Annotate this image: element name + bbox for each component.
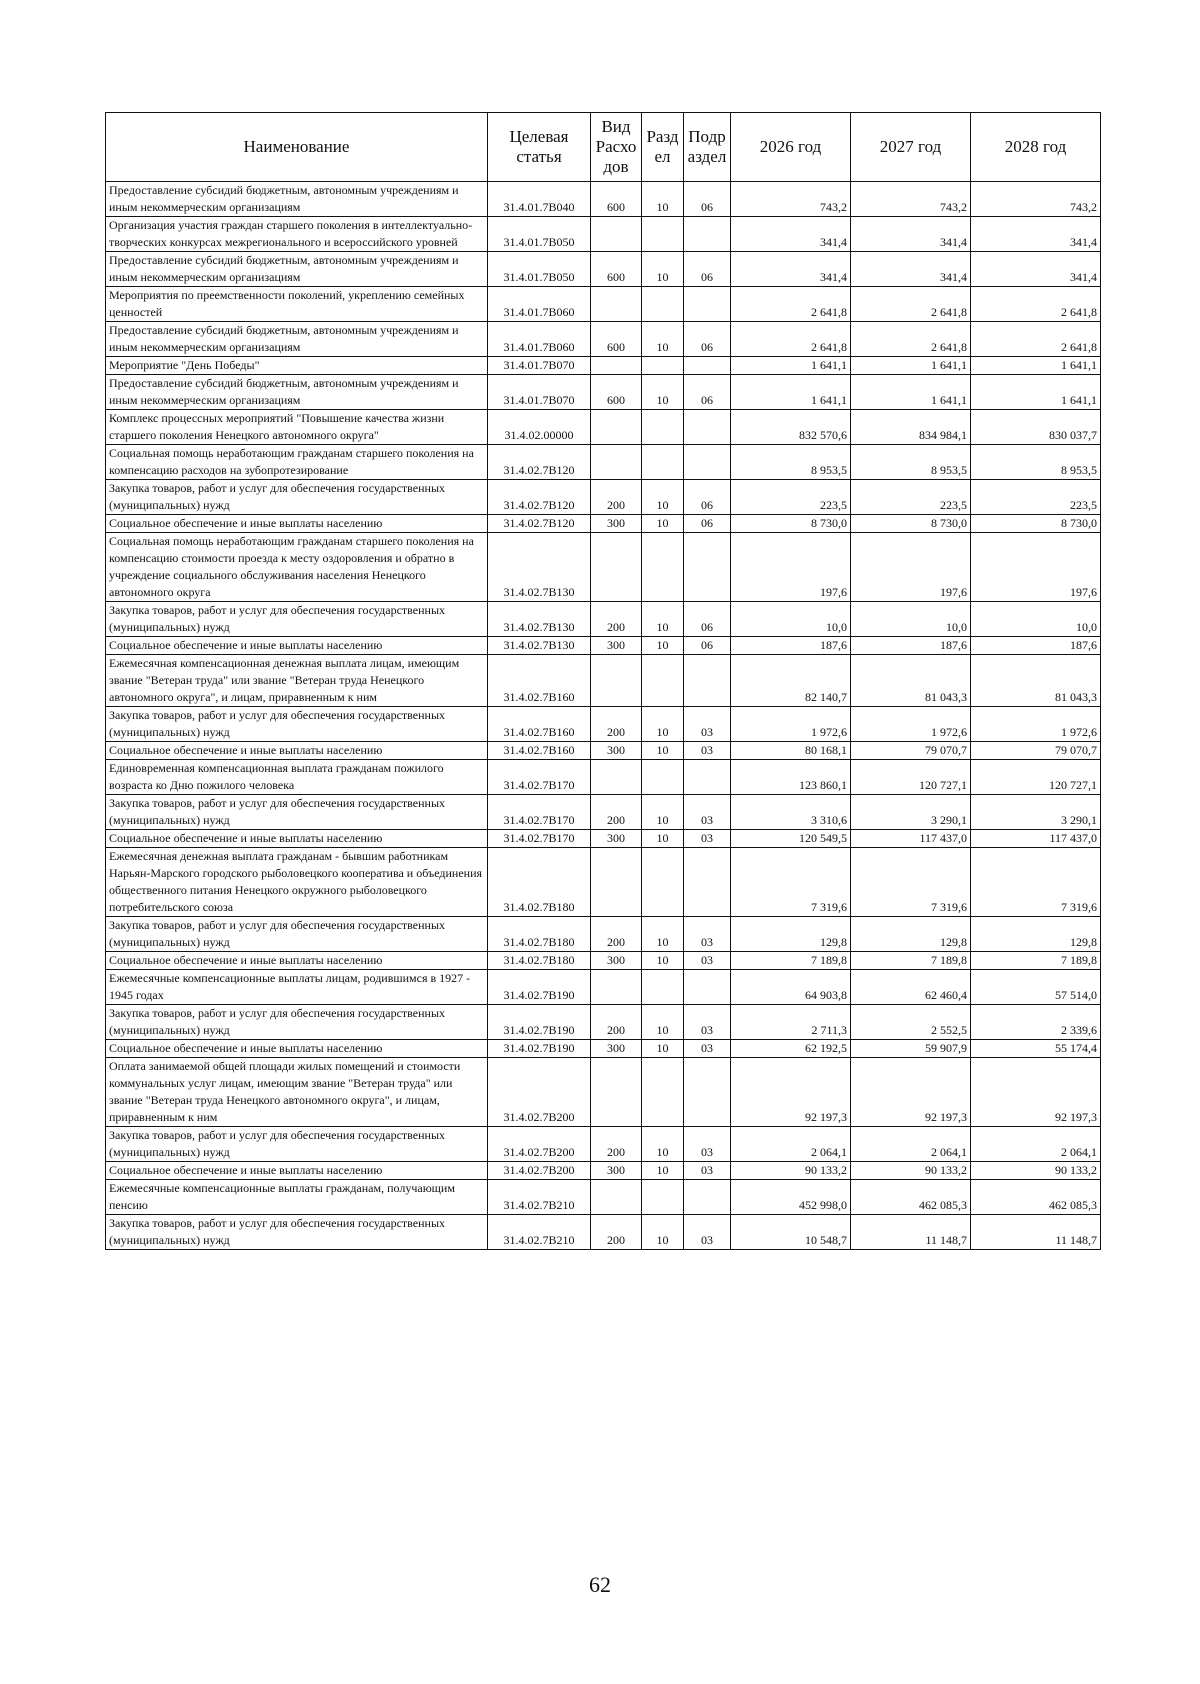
- cell-section: [642, 655, 684, 707]
- cell-target-article: 31.4.01.7В070: [488, 357, 591, 375]
- cell-amount-2027: 462 085,3: [851, 1180, 971, 1215]
- cell-amount-2027: 1 972,6: [851, 707, 971, 742]
- cell-amount-2026: 223,5: [731, 480, 851, 515]
- cell-amount-2027: 11 148,7: [851, 1215, 971, 1250]
- cell-target-article: 31.4.02.00000: [488, 410, 591, 445]
- cell-target-article: 31.4.02.7В170: [488, 760, 591, 795]
- cell-subsection: [684, 287, 731, 322]
- cell-amount-2026: 92 197,3: [731, 1058, 851, 1127]
- budget-table: [105, 112, 1101, 1250]
- cell-expense-type: [591, 533, 642, 602]
- cell-amount-2028: 81 043,3: [971, 655, 1101, 707]
- cell-section: [642, 1058, 684, 1127]
- cell-amount-2026: 120 549,5: [731, 830, 851, 848]
- cell-section: [642, 410, 684, 445]
- table-row: [106, 1215, 1101, 1250]
- cell-expense-type: 300: [591, 742, 642, 760]
- cell-expense-type: 200: [591, 602, 642, 637]
- cell-target-article: 31.4.01.7В050: [488, 252, 591, 287]
- cell-expense-type: [591, 1180, 642, 1215]
- cell-subsection: 03: [684, 742, 731, 760]
- table-row: [106, 357, 1101, 375]
- cell-amount-2027: 197,6: [851, 533, 971, 602]
- cell-amount-2026: 82 140,7: [731, 655, 851, 707]
- cell-subsection: 06: [684, 182, 731, 217]
- cell-name: Закупка товаров, работ и услуг для обеспечения государственных (муниципальных) нужд: [106, 1127, 488, 1162]
- cell-target-article: 31.4.02.7В200: [488, 1162, 591, 1180]
- cell-section: 10: [642, 917, 684, 952]
- cell-subsection: [684, 760, 731, 795]
- cell-subsection: [684, 655, 731, 707]
- cell-amount-2027: 7 319,6: [851, 848, 971, 917]
- cell-amount-2028: 90 133,2: [971, 1162, 1101, 1180]
- cell-name: Социальная помощь неработающим гражданам старшего поколения на компенсацию расходов на зубопротезирование: [106, 445, 488, 480]
- cell-amount-2026: 7 189,8: [731, 952, 851, 970]
- cell-subsection: 03: [684, 1215, 731, 1250]
- cell-name: Социальная помощь неработающим гражданам старшего поколения на компенсацию стоимости проезда к месту оздоровления и обратно в учреждение социального обслуживания населения Ненецкого автономного округа: [106, 533, 488, 602]
- cell-amount-2027: 8 953,5: [851, 445, 971, 480]
- cell-amount-2027: 223,5: [851, 480, 971, 515]
- table-row: [106, 252, 1101, 287]
- cell-name: Социальное обеспечение и иные выплаты населению: [106, 637, 488, 655]
- cell-amount-2026: 3 310,6: [731, 795, 851, 830]
- cell-expense-type: [591, 410, 642, 445]
- cell-name: Закупка товаров, работ и услуг для обеспечения государственных (муниципальных) нужд: [106, 602, 488, 637]
- cell-target-article: 31.4.02.7В120: [488, 515, 591, 533]
- cell-section: 10: [642, 830, 684, 848]
- cell-section: 10: [642, 1215, 684, 1250]
- table-row: [106, 322, 1101, 357]
- cell-amount-2028: 462 085,3: [971, 1180, 1101, 1215]
- table-body: [106, 182, 1101, 1250]
- cell-name: Предоставление субсидий бюджетным, автономным учреждениям и иным некоммерческим организациям: [106, 322, 488, 357]
- cell-amount-2028: 129,8: [971, 917, 1101, 952]
- cell-target-article: 31.4.02.7В160: [488, 655, 591, 707]
- table-row: [106, 848, 1101, 917]
- cell-amount-2027: 2 552,5: [851, 1005, 971, 1040]
- cell-section: 10: [642, 795, 684, 830]
- cell-section: [642, 445, 684, 480]
- cell-expense-type: 200: [591, 1215, 642, 1250]
- cell-amount-2026: 2 641,8: [731, 287, 851, 322]
- cell-expense-type: 300: [591, 952, 642, 970]
- cell-expense-type: 200: [591, 1127, 642, 1162]
- cell-expense-type: 600: [591, 322, 642, 357]
- cell-amount-2027: 1 641,1: [851, 357, 971, 375]
- cell-target-article: 31.4.02.7В190: [488, 1040, 591, 1058]
- cell-amount-2027: 92 197,3: [851, 1058, 971, 1127]
- cell-target-article: 31.4.02.7В190: [488, 1005, 591, 1040]
- cell-amount-2026: 64 903,8: [731, 970, 851, 1005]
- table-row: [106, 1058, 1101, 1127]
- cell-amount-2028: 187,6: [971, 637, 1101, 655]
- cell-subsection: 03: [684, 1040, 731, 1058]
- cell-target-article: 31.4.02.7В120: [488, 480, 591, 515]
- cell-amount-2027: 10,0: [851, 602, 971, 637]
- cell-amount-2028: 7 319,6: [971, 848, 1101, 917]
- cell-target-article: 31.4.02.7В170: [488, 795, 591, 830]
- cell-section: 10: [642, 952, 684, 970]
- cell-target-article: 31.4.02.7В130: [488, 637, 591, 655]
- cell-amount-2027: 2 641,8: [851, 322, 971, 357]
- cell-target-article: 31.4.01.7В060: [488, 287, 591, 322]
- cell-expense-type: 200: [591, 1005, 642, 1040]
- cell-target-article: 31.4.02.7В180: [488, 917, 591, 952]
- cell-name: Социальное обеспечение и иные выплаты населению: [106, 830, 488, 848]
- table-row: [106, 637, 1101, 655]
- cell-amount-2027: 81 043,3: [851, 655, 971, 707]
- cell-name: Оплата занимаемой общей площади жилых помещений и стоимости коммунальных услуг лицам, имеющим звание "Ветеран труда" или звание "Ветеран труда Ненецкого автономного округа", и лицам, приравненным к ним: [106, 1058, 488, 1127]
- cell-target-article: 31.4.02.7В210: [488, 1215, 591, 1250]
- cell-expense-type: [591, 655, 642, 707]
- cell-target-article: 31.4.02.7В160: [488, 707, 591, 742]
- cell-expense-type: 200: [591, 480, 642, 515]
- table-row: [106, 917, 1101, 952]
- header-target-article: Целевая статья: [488, 113, 591, 182]
- cell-expense-type: 300: [591, 637, 642, 655]
- cell-target-article: 31.4.01.7В060: [488, 322, 591, 357]
- cell-target-article: 31.4.02.7В200: [488, 1127, 591, 1162]
- cell-expense-type: 300: [591, 515, 642, 533]
- cell-amount-2028: 92 197,3: [971, 1058, 1101, 1127]
- cell-name: Закупка товаров, работ и услуг для обеспечения государственных (муниципальных) нужд: [106, 707, 488, 742]
- cell-section: 10: [642, 252, 684, 287]
- cell-section: [642, 1180, 684, 1215]
- cell-expense-type: 600: [591, 252, 642, 287]
- cell-expense-type: 600: [591, 375, 642, 410]
- cell-section: 10: [642, 602, 684, 637]
- cell-amount-2028: 11 148,7: [971, 1215, 1101, 1250]
- cell-amount-2028: 743,2: [971, 182, 1101, 217]
- cell-amount-2026: 10 548,7: [731, 1215, 851, 1250]
- cell-amount-2028: 57 514,0: [971, 970, 1101, 1005]
- cell-subsection: [684, 1058, 731, 1127]
- cell-name: Предоставление субсидий бюджетным, автономным учреждениям и иным некоммерческим организациям: [106, 252, 488, 287]
- cell-amount-2027: 834 984,1: [851, 410, 971, 445]
- cell-subsection: [684, 970, 731, 1005]
- cell-expense-type: 600: [591, 182, 642, 217]
- cell-section: 10: [642, 1005, 684, 1040]
- cell-name: Ежемесячные компенсационные выплаты гражданам, получающим пенсию: [106, 1180, 488, 1215]
- cell-amount-2026: 10,0: [731, 602, 851, 637]
- header-expense-type: Вид Расхо дов: [591, 113, 642, 182]
- cell-amount-2028: 2 641,8: [971, 287, 1101, 322]
- cell-amount-2027: 59 907,9: [851, 1040, 971, 1058]
- cell-name: Закупка товаров, работ и услуг для обеспечения государственных (муниципальных) нужд: [106, 917, 488, 952]
- cell-amount-2026: 80 168,1: [731, 742, 851, 760]
- cell-amount-2027: 341,4: [851, 252, 971, 287]
- cell-amount-2026: 832 570,6: [731, 410, 851, 445]
- table-row: [106, 707, 1101, 742]
- table-row: [106, 830, 1101, 848]
- cell-subsection: 03: [684, 830, 731, 848]
- table-row: [106, 655, 1101, 707]
- cell-amount-2028: 55 174,4: [971, 1040, 1101, 1058]
- table-row: [106, 602, 1101, 637]
- cell-amount-2028: 1 972,6: [971, 707, 1101, 742]
- cell-subsection: 03: [684, 707, 731, 742]
- cell-amount-2028: 197,6: [971, 533, 1101, 602]
- cell-amount-2027: 7 189,8: [851, 952, 971, 970]
- cell-target-article: 31.4.02.7В120: [488, 445, 591, 480]
- cell-amount-2028: 3 290,1: [971, 795, 1101, 830]
- cell-name: Ежемесячные компенсационные выплаты лицам, родившимся в 1927 - 1945 годах: [106, 970, 488, 1005]
- cell-subsection: 06: [684, 480, 731, 515]
- table-row: [106, 375, 1101, 410]
- cell-expense-type: [591, 848, 642, 917]
- cell-expense-type: 300: [591, 1162, 642, 1180]
- cell-expense-type: [591, 970, 642, 1005]
- cell-subsection: [684, 533, 731, 602]
- cell-amount-2028: 341,4: [971, 252, 1101, 287]
- cell-amount-2027: 90 133,2: [851, 1162, 971, 1180]
- table-row: [106, 533, 1101, 602]
- cell-target-article: 31.4.02.7В160: [488, 742, 591, 760]
- cell-amount-2028: 10,0: [971, 602, 1101, 637]
- cell-amount-2027: 2 064,1: [851, 1127, 971, 1162]
- cell-amount-2028: 341,4: [971, 217, 1101, 252]
- cell-subsection: [684, 445, 731, 480]
- cell-amount-2027: 1 641,1: [851, 375, 971, 410]
- cell-amount-2028: 7 189,8: [971, 952, 1101, 970]
- cell-subsection: [684, 410, 731, 445]
- cell-subsection: 06: [684, 602, 731, 637]
- cell-amount-2026: 62 192,5: [731, 1040, 851, 1058]
- cell-amount-2027: 187,6: [851, 637, 971, 655]
- cell-amount-2027: 79 070,7: [851, 742, 971, 760]
- header-year-2028: 2028 год: [971, 113, 1101, 182]
- table-row: [106, 952, 1101, 970]
- cell-section: 10: [642, 742, 684, 760]
- page-number: 62: [589, 1572, 611, 1597]
- cell-amount-2027: 743,2: [851, 182, 971, 217]
- header-year-2027: 2027 год: [851, 113, 971, 182]
- cell-name: Организация участия граждан старшего поколения в интеллектуально-творческих конкурсах межрегионального и всероссийского уровней: [106, 217, 488, 252]
- table-row: [106, 1127, 1101, 1162]
- cell-subsection: 06: [684, 375, 731, 410]
- cell-name: Комплекс процессных мероприятий "Повышение качества жизни старшего поколения Ненецкого автономного округа": [106, 410, 488, 445]
- header-section: Разд ел: [642, 113, 684, 182]
- cell-amount-2027: 129,8: [851, 917, 971, 952]
- cell-name: Закупка товаров, работ и услуг для обеспечения государственных (муниципальных) нужд: [106, 480, 488, 515]
- table-row: [106, 1162, 1101, 1180]
- cell-name: Социальное обеспечение и иные выплаты населению: [106, 952, 488, 970]
- cell-amount-2028: 117 437,0: [971, 830, 1101, 848]
- cell-amount-2027: 117 437,0: [851, 830, 971, 848]
- cell-section: 10: [642, 1040, 684, 1058]
- cell-name: Предоставление субсидий бюджетным, автономным учреждениям и иным некоммерческим организациям: [106, 182, 488, 217]
- cell-section: 10: [642, 707, 684, 742]
- cell-amount-2028: 1 641,1: [971, 357, 1101, 375]
- cell-subsection: [684, 357, 731, 375]
- cell-amount-2027: 3 290,1: [851, 795, 971, 830]
- cell-amount-2028: 79 070,7: [971, 742, 1101, 760]
- cell-amount-2026: 7 319,6: [731, 848, 851, 917]
- cell-subsection: 03: [684, 1162, 731, 1180]
- cell-amount-2028: 1 641,1: [971, 375, 1101, 410]
- cell-name: Закупка товаров, работ и услуг для обеспечения государственных (муниципальных) нужд: [106, 1005, 488, 1040]
- cell-target-article: 31.4.02.7В200: [488, 1058, 591, 1127]
- cell-amount-2026: 8 730,0: [731, 515, 851, 533]
- table-row: [106, 287, 1101, 322]
- cell-target-article: 31.4.01.7В040: [488, 182, 591, 217]
- cell-amount-2026: 341,4: [731, 217, 851, 252]
- cell-amount-2027: 8 730,0: [851, 515, 971, 533]
- table-row: [106, 970, 1101, 1005]
- cell-name: Ежемесячная денежная выплата гражданам - бывшим работникам Нарьян-Марского городского рыболовецкого кооператива и объединения общественного питания Ненецкого окружного рыболовецкого потребительского союза: [106, 848, 488, 917]
- cell-section: [642, 357, 684, 375]
- cell-section: [642, 533, 684, 602]
- cell-amount-2026: 197,6: [731, 533, 851, 602]
- cell-expense-type: [591, 217, 642, 252]
- cell-section: [642, 848, 684, 917]
- cell-section: 10: [642, 1162, 684, 1180]
- cell-subsection: 06: [684, 322, 731, 357]
- cell-amount-2026: 123 860,1: [731, 760, 851, 795]
- header-name: Наименование: [106, 113, 488, 182]
- table-row: [106, 410, 1101, 445]
- cell-name: Мероприятия по преемственности поколений, укреплению семейных ценностей: [106, 287, 488, 322]
- cell-target-article: 31.4.02.7В130: [488, 533, 591, 602]
- cell-amount-2026: 452 998,0: [731, 1180, 851, 1215]
- cell-amount-2028: 2 064,1: [971, 1127, 1101, 1162]
- cell-amount-2026: 90 133,2: [731, 1162, 851, 1180]
- table-row: [106, 795, 1101, 830]
- cell-expense-type: 200: [591, 917, 642, 952]
- cell-name: Социальное обеспечение и иные выплаты населению: [106, 1162, 488, 1180]
- cell-section: [642, 760, 684, 795]
- cell-amount-2027: 341,4: [851, 217, 971, 252]
- cell-section: 10: [642, 1127, 684, 1162]
- cell-name: Ежемесячная компенсационная денежная выплата лицам, имеющим звание "Ветеран труда" или звание "Ветеран труда Ненецкого автономного округа", и лицам, приравненным к ним: [106, 655, 488, 707]
- cell-subsection: [684, 217, 731, 252]
- cell-amount-2026: 743,2: [731, 182, 851, 217]
- cell-target-article: 31.4.01.7В070: [488, 375, 591, 410]
- cell-target-article: 31.4.02.7В130: [488, 602, 591, 637]
- cell-expense-type: [591, 287, 642, 322]
- cell-name: Предоставление субсидий бюджетным, автономным учреждениям и иным некоммерческим организациям: [106, 375, 488, 410]
- cell-name: Закупка товаров, работ и услуг для обеспечения государственных (муниципальных) нужд: [106, 795, 488, 830]
- cell-expense-type: [591, 357, 642, 375]
- cell-subsection: [684, 848, 731, 917]
- cell-subsection: 06: [684, 637, 731, 655]
- cell-target-article: 31.4.02.7В190: [488, 970, 591, 1005]
- cell-expense-type: [591, 760, 642, 795]
- table-row: [106, 742, 1101, 760]
- cell-amount-2028: 8 730,0: [971, 515, 1101, 533]
- cell-amount-2028: 2 339,6: [971, 1005, 1101, 1040]
- cell-section: 10: [642, 637, 684, 655]
- cell-name: Социальное обеспечение и иные выплаты населению: [106, 515, 488, 533]
- table-row: [106, 1180, 1101, 1215]
- cell-expense-type: 200: [591, 707, 642, 742]
- cell-amount-2027: 2 641,8: [851, 287, 971, 322]
- cell-amount-2026: 1 641,1: [731, 357, 851, 375]
- cell-name: Закупка товаров, работ и услуг для обеспечения государственных (муниципальных) нужд: [106, 1215, 488, 1250]
- cell-amount-2028: 8 953,5: [971, 445, 1101, 480]
- cell-expense-type: 300: [591, 1040, 642, 1058]
- cell-amount-2026: 1 972,6: [731, 707, 851, 742]
- cell-target-article: 31.4.02.7В180: [488, 848, 591, 917]
- cell-expense-type: [591, 445, 642, 480]
- header-year-2026: 2026 год: [731, 113, 851, 182]
- cell-amount-2026: 341,4: [731, 252, 851, 287]
- cell-target-article: 31.4.02.7В180: [488, 952, 591, 970]
- cell-amount-2026: 129,8: [731, 917, 851, 952]
- cell-section: 10: [642, 515, 684, 533]
- cell-amount-2028: 2 641,8: [971, 322, 1101, 357]
- cell-section: [642, 970, 684, 1005]
- table-row: [106, 1005, 1101, 1040]
- table-row: [106, 480, 1101, 515]
- cell-target-article: 31.4.02.7В210: [488, 1180, 591, 1215]
- cell-amount-2026: 2 641,8: [731, 322, 851, 357]
- cell-section: 10: [642, 375, 684, 410]
- table-header-row: [106, 113, 1101, 182]
- table-row: [106, 760, 1101, 795]
- cell-subsection: 03: [684, 952, 731, 970]
- cell-name: Социальное обеспечение и иные выплаты населению: [106, 742, 488, 760]
- table-row: [106, 182, 1101, 217]
- cell-expense-type: [591, 1058, 642, 1127]
- cell-subsection: 03: [684, 917, 731, 952]
- cell-section: 10: [642, 480, 684, 515]
- cell-expense-type: 300: [591, 830, 642, 848]
- cell-name: Социальное обеспечение и иные выплаты населению: [106, 1040, 488, 1058]
- header-subsection: Подр аздел: [684, 113, 731, 182]
- cell-amount-2027: 62 460,4: [851, 970, 971, 1005]
- cell-amount-2027: 120 727,1: [851, 760, 971, 795]
- cell-amount-2026: 1 641,1: [731, 375, 851, 410]
- cell-amount-2026: 2 064,1: [731, 1127, 851, 1162]
- cell-target-article: 31.4.02.7В170: [488, 830, 591, 848]
- cell-target-article: 31.4.01.7В050: [488, 217, 591, 252]
- cell-subsection: 06: [684, 252, 731, 287]
- cell-amount-2028: 223,5: [971, 480, 1101, 515]
- table-row: [106, 515, 1101, 533]
- cell-section: [642, 287, 684, 322]
- cell-amount-2026: 8 953,5: [731, 445, 851, 480]
- cell-subsection: 06: [684, 515, 731, 533]
- cell-expense-type: 200: [591, 795, 642, 830]
- cell-name: Единовременная компенсационная выплата гражданам пожилого возраста ко Дню пожилого человека: [106, 760, 488, 795]
- cell-amount-2028: 830 037,7: [971, 410, 1101, 445]
- cell-section: [642, 217, 684, 252]
- cell-amount-2026: 187,6: [731, 637, 851, 655]
- cell-subsection: 03: [684, 1127, 731, 1162]
- table-row: [106, 217, 1101, 252]
- cell-subsection: 03: [684, 1005, 731, 1040]
- cell-subsection: 03: [684, 795, 731, 830]
- cell-amount-2026: 2 711,3: [731, 1005, 851, 1040]
- cell-section: 10: [642, 322, 684, 357]
- cell-subsection: [684, 1180, 731, 1215]
- cell-section: 10: [642, 182, 684, 217]
- table-row: [106, 445, 1101, 480]
- table-row: [106, 1040, 1101, 1058]
- cell-name: Мероприятие "День Победы": [106, 357, 488, 375]
- cell-amount-2028: 120 727,1: [971, 760, 1101, 795]
